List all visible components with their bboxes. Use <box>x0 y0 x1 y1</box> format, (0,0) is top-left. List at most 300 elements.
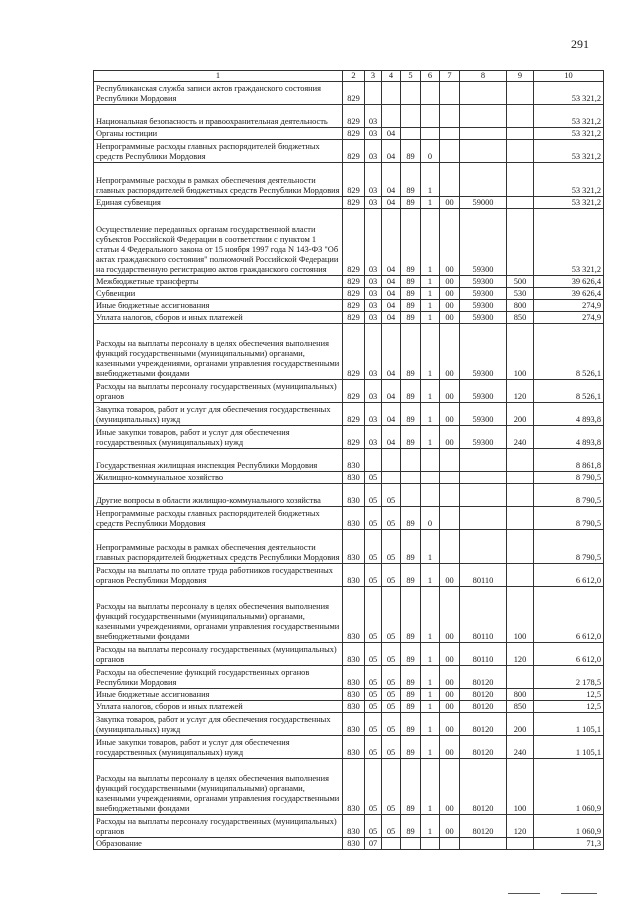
cell-subprogram: 1 <box>421 300 440 312</box>
cell-subsection: 05 <box>382 759 401 815</box>
cell-direction: 00 <box>440 815 460 838</box>
cell-section: 03 <box>365 128 382 140</box>
cell-name: Расходы на выплаты персоналу государственных (муниципальных) органов <box>94 643 343 666</box>
table-row <box>94 643 604 666</box>
cell-expense-code <box>460 140 507 163</box>
cell-program: 89 <box>401 736 421 759</box>
cell-direction: 00 <box>440 300 460 312</box>
cell-subsection: 04 <box>382 312 401 324</box>
cell-program: 89 <box>401 666 421 689</box>
cell-admin-code: 829 <box>343 426 365 449</box>
cell-subprogram: 1 <box>421 815 440 838</box>
cell-subprogram: 1 <box>421 701 440 713</box>
cell-amount: 8 790,5 <box>534 472 604 484</box>
cell-subprogram: 1 <box>421 209 440 276</box>
cell-admin-code: 829 <box>343 403 365 426</box>
table-row <box>94 312 604 324</box>
cell-expense-code: 59300 <box>460 300 507 312</box>
cell-section: 05 <box>365 530 382 564</box>
cell-name: Республиканская служба записи актов гражданского состояния Республики Мордовия <box>94 82 343 105</box>
cell-name: Уплата налогов, сборов и иных платежей <box>94 701 343 713</box>
cell-expense-type <box>507 105 534 128</box>
cell-program <box>401 82 421 105</box>
pen-mark <box>508 893 540 894</box>
cell-subprogram: 0 <box>421 507 440 530</box>
cell-admin-code: 829 <box>343 197 365 209</box>
cell-direction: 00 <box>440 689 460 701</box>
cell-name: Осуществление переданных органам государственной власти субъектов Российской Федерации в соответствии с пунктом 1 статьи 4 Федерального закона от 15 ноября 1997 года N 143-ФЗ "Об актах гражданского состояния" полномочий Российской Федерации на государственную регистрацию актов гражданского состояния <box>94 209 343 276</box>
table-row <box>94 163 604 197</box>
cell-expense-code <box>460 105 507 128</box>
cell-amount: 8 526,1 <box>534 324 604 380</box>
table-row <box>94 426 604 449</box>
cell-admin-code: 829 <box>343 128 365 140</box>
table-row <box>94 701 604 713</box>
cell-admin-code: 829 <box>343 276 365 288</box>
cell-subprogram <box>421 838 440 850</box>
cell-admin-code: 829 <box>343 312 365 324</box>
cell-subsection: 04 <box>382 324 401 380</box>
cell-subprogram: 1 <box>421 666 440 689</box>
page-number: 291 <box>571 37 589 51</box>
cell-admin-code: 830 <box>343 666 365 689</box>
cell-subprogram: 1 <box>421 564 440 587</box>
cell-program <box>401 128 421 140</box>
cell-subprogram <box>421 105 440 128</box>
cell-expense-type: 850 <box>507 312 534 324</box>
table-row <box>94 380 604 403</box>
cell-name: Закупка товаров, работ и услуг для обеспечения государственных (муниципальных) нужд <box>94 403 343 426</box>
cell-amount: 1 105,1 <box>534 713 604 736</box>
cell-name: Субвенции <box>94 288 343 300</box>
column-header: 4 <box>382 71 401 82</box>
cell-program: 89 <box>401 163 421 197</box>
cell-subsection <box>382 449 401 472</box>
cell-expense-code: 80110 <box>460 643 507 666</box>
cell-subsection: 04 <box>382 380 401 403</box>
cell-expense-code <box>460 507 507 530</box>
cell-name: Другие вопросы в области жилищно-коммунального хозяйства <box>94 484 343 507</box>
budget-table <box>93 70 604 850</box>
cell-amount: 4 893,8 <box>534 403 604 426</box>
cell-admin-code: 830 <box>343 587 365 643</box>
table-row <box>94 197 604 209</box>
cell-direction: 00 <box>440 209 460 276</box>
cell-expense-code: 80120 <box>460 713 507 736</box>
cell-expense-code <box>460 838 507 850</box>
cell-subprogram: 1 <box>421 426 440 449</box>
cell-subprogram <box>421 82 440 105</box>
cell-amount: 53 321,2 <box>534 140 604 163</box>
cell-program: 89 <box>401 288 421 300</box>
cell-direction: 00 <box>440 587 460 643</box>
cell-expense-type <box>507 530 534 564</box>
cell-name: Непрограммные расходы в рамках обеспечения деятельности главных распорядителей бюджетных средств Республики Мордовия <box>94 163 343 197</box>
cell-expense-type: 850 <box>507 701 534 713</box>
table-row <box>94 140 604 163</box>
cell-expense-code: 80120 <box>460 759 507 815</box>
cell-amount: 53 321,2 <box>534 82 604 105</box>
cell-subsection <box>382 105 401 128</box>
cell-section: 07 <box>365 838 382 850</box>
column-header: 5 <box>401 71 421 82</box>
cell-admin-code: 829 <box>343 82 365 105</box>
cell-program: 89 <box>401 209 421 276</box>
cell-subsection: 04 <box>382 140 401 163</box>
cell-direction: 00 <box>440 701 460 713</box>
table-row <box>94 587 604 643</box>
table-row <box>94 564 604 587</box>
cell-admin-code: 829 <box>343 380 365 403</box>
cell-expense-type: 120 <box>507 815 534 838</box>
cell-admin-code: 830 <box>343 689 365 701</box>
cell-name: Непрограммные расходы главных распорядителей бюджетных средств Республики Мордовия <box>94 140 343 163</box>
table-row <box>94 507 604 530</box>
cell-admin-code: 830 <box>343 530 365 564</box>
cell-expense-type <box>507 209 534 276</box>
cell-expense-code: 59300 <box>460 276 507 288</box>
cell-section: 03 <box>365 276 382 288</box>
table-row <box>94 472 604 484</box>
cell-amount: 8 790,5 <box>534 507 604 530</box>
cell-name: Расходы на выплаты персоналу в целях обеспечения выполнения функций государственными (муниципальными) органами, казенными учреждениями, органами управления государственными внебюджетными фондами <box>94 324 343 380</box>
cell-amount: 12,5 <box>534 701 604 713</box>
cell-subprogram: 1 <box>421 312 440 324</box>
cell-expense-code: 59300 <box>460 380 507 403</box>
cell-program <box>401 105 421 128</box>
cell-expense-code: 80120 <box>460 815 507 838</box>
cell-expense-code: 59300 <box>460 403 507 426</box>
table-row <box>94 759 604 815</box>
column-header: 8 <box>460 71 507 82</box>
cell-admin-code: 830 <box>343 449 365 472</box>
cell-section: 03 <box>365 105 382 128</box>
cell-expense-code <box>460 449 507 472</box>
cell-program <box>401 484 421 507</box>
cell-section: 03 <box>365 403 382 426</box>
cell-section: 03 <box>365 380 382 403</box>
column-header: 1 <box>94 71 343 82</box>
cell-subsection: 05 <box>382 507 401 530</box>
cell-direction: 00 <box>440 426 460 449</box>
cell-name: Иные бюджетные ассигнования <box>94 689 343 701</box>
cell-direction: 00 <box>440 643 460 666</box>
cell-subsection: 04 <box>382 128 401 140</box>
cell-name: Расходы на выплаты персоналу государственных (муниципальных) органов <box>94 815 343 838</box>
cell-expense-code: 80120 <box>460 689 507 701</box>
cell-direction: 00 <box>440 403 460 426</box>
cell-section: 05 <box>365 666 382 689</box>
table-row <box>94 276 604 288</box>
cell-name: Уплата налогов, сборов и иных платежей <box>94 312 343 324</box>
cell-name: Жилищно-коммунальное хозяйство <box>94 472 343 484</box>
cell-amount: 39 626,4 <box>534 288 604 300</box>
cell-direction <box>440 530 460 564</box>
column-header: 9 <box>507 71 534 82</box>
cell-subprogram <box>421 484 440 507</box>
cell-direction: 00 <box>440 713 460 736</box>
table-row <box>94 838 604 850</box>
cell-direction: 00 <box>440 564 460 587</box>
cell-amount: 53 321,2 <box>534 209 604 276</box>
cell-expense-code <box>460 472 507 484</box>
cell-expense-type <box>507 128 534 140</box>
cell-direction <box>440 507 460 530</box>
cell-subsection: 05 <box>382 666 401 689</box>
cell-amount: 53 321,2 <box>534 105 604 128</box>
cell-subsection: 04 <box>382 276 401 288</box>
cell-admin-code: 829 <box>343 209 365 276</box>
cell-expense-code: 59300 <box>460 312 507 324</box>
cell-expense-code <box>460 163 507 197</box>
table-row <box>94 666 604 689</box>
cell-subprogram <box>421 472 440 484</box>
cell-section: 05 <box>365 643 382 666</box>
cell-amount: 71,3 <box>534 838 604 850</box>
cell-amount: 6 612,0 <box>534 564 604 587</box>
cell-expense-type <box>507 197 534 209</box>
cell-admin-code: 830 <box>343 507 365 530</box>
column-header: 7 <box>440 71 460 82</box>
cell-subprogram: 1 <box>421 163 440 197</box>
table-row <box>94 449 604 472</box>
cell-amount: 6 612,0 <box>534 587 604 643</box>
table-row <box>94 209 604 276</box>
cell-admin-code: 830 <box>343 815 365 838</box>
cell-expense-type <box>507 484 534 507</box>
column-header: 3 <box>365 71 382 82</box>
cell-subprogram: 1 <box>421 276 440 288</box>
table-row <box>94 530 604 564</box>
cell-program: 89 <box>401 426 421 449</box>
cell-section <box>365 449 382 472</box>
table-row <box>94 288 604 300</box>
cell-section: 05 <box>365 484 382 507</box>
cell-subprogram: 1 <box>421 759 440 815</box>
cell-expense-code <box>460 484 507 507</box>
table-row <box>94 484 604 507</box>
cell-name: Межбюджетные трансферты <box>94 276 343 288</box>
cell-amount: 12,5 <box>534 689 604 701</box>
table-row <box>94 82 604 105</box>
cell-expense-type <box>507 838 534 850</box>
cell-subsection: 05 <box>382 484 401 507</box>
cell-admin-code: 830 <box>343 736 365 759</box>
cell-expense-code <box>460 530 507 564</box>
cell-name: Единая субвенция <box>94 197 343 209</box>
cell-name: Национальная безопасность и правоохранительная деятельность <box>94 105 343 128</box>
cell-expense-type <box>507 163 534 197</box>
table-row <box>94 689 604 701</box>
cell-expense-code: 80120 <box>460 736 507 759</box>
cell-amount: 1 060,9 <box>534 815 604 838</box>
cell-section: 05 <box>365 564 382 587</box>
cell-program: 89 <box>401 276 421 288</box>
cell-name: Иные бюджетные ассигнования <box>94 300 343 312</box>
cell-section: 03 <box>365 300 382 312</box>
cell-direction: 00 <box>440 197 460 209</box>
cell-subsection: 05 <box>382 713 401 736</box>
cell-section: 05 <box>365 689 382 701</box>
cell-subsection: 04 <box>382 288 401 300</box>
cell-direction: 00 <box>440 312 460 324</box>
cell-expense-type: 800 <box>507 689 534 701</box>
cell-expense-type: 120 <box>507 643 534 666</box>
cell-subprogram: 1 <box>421 324 440 380</box>
cell-name: Расходы на выплаты персоналу государственных (муниципальных) органов <box>94 380 343 403</box>
cell-admin-code: 829 <box>343 105 365 128</box>
cell-amount: 274,9 <box>534 300 604 312</box>
cell-admin-code: 829 <box>343 140 365 163</box>
cell-program: 89 <box>401 689 421 701</box>
cell-subsection: 05 <box>382 815 401 838</box>
cell-expense-type <box>507 472 534 484</box>
cell-section: 03 <box>365 197 382 209</box>
cell-subprogram: 1 <box>421 403 440 426</box>
cell-section: 05 <box>365 736 382 759</box>
cell-section: 03 <box>365 209 382 276</box>
cell-admin-code: 829 <box>343 288 365 300</box>
cell-direction <box>440 449 460 472</box>
cell-amount: 1 105,1 <box>534 736 604 759</box>
cell-name: Непрограммные расходы в рамках обеспечения деятельности главных распорядителей бюджетных средств Республики Мордовия <box>94 530 343 564</box>
cell-name: Непрограммные расходы главных распорядителей бюджетных средств Республики Мордовия <box>94 507 343 530</box>
table-row <box>94 105 604 128</box>
cell-expense-type <box>507 564 534 587</box>
cell-direction: 00 <box>440 288 460 300</box>
cell-section: 03 <box>365 288 382 300</box>
cell-program: 89 <box>401 312 421 324</box>
cell-program: 89 <box>401 197 421 209</box>
cell-direction: 00 <box>440 324 460 380</box>
cell-subprogram: 1 <box>421 530 440 564</box>
cell-direction <box>440 472 460 484</box>
cell-admin-code: 830 <box>343 838 365 850</box>
cell-expense-type: 200 <box>507 713 534 736</box>
cell-expense-code: 80120 <box>460 666 507 689</box>
cell-subsection: 04 <box>382 209 401 276</box>
cell-expense-code: 59000 <box>460 197 507 209</box>
cell-expense-code: 80110 <box>460 564 507 587</box>
cell-program: 89 <box>401 507 421 530</box>
cell-section: 05 <box>365 472 382 484</box>
cell-expense-code: 59300 <box>460 288 507 300</box>
pen-mark <box>561 893 597 894</box>
cell-admin-code: 830 <box>343 759 365 815</box>
column-header: 10 <box>534 71 604 82</box>
cell-program <box>401 472 421 484</box>
cell-section: 05 <box>365 815 382 838</box>
cell-amount: 2 178,5 <box>534 666 604 689</box>
cell-direction <box>440 140 460 163</box>
cell-direction: 00 <box>440 276 460 288</box>
cell-program: 89 <box>401 403 421 426</box>
cell-subsection: 04 <box>382 163 401 197</box>
cell-amount: 4 893,8 <box>534 426 604 449</box>
cell-program: 89 <box>401 324 421 380</box>
cell-program: 89 <box>401 140 421 163</box>
cell-name: Расходы на выплаты персоналу в целях обеспечения выполнения функций государственными (муниципальными) органами, казенными учреждениями, органами управления государственными внебюджетными фондами <box>94 759 343 815</box>
cell-admin-code: 830 <box>343 484 365 507</box>
cell-program: 89 <box>401 530 421 564</box>
cell-program: 89 <box>401 587 421 643</box>
table-row <box>94 713 604 736</box>
cell-amount: 39 626,4 <box>534 276 604 288</box>
cell-subsection: 05 <box>382 736 401 759</box>
cell-section <box>365 82 382 105</box>
cell-name: Образование <box>94 838 343 850</box>
column-header: 2 <box>343 71 365 82</box>
cell-admin-code: 830 <box>343 472 365 484</box>
cell-amount: 8 790,5 <box>534 484 604 507</box>
cell-admin-code: 830 <box>343 564 365 587</box>
cell-subsection: 04 <box>382 403 401 426</box>
table-row <box>94 815 604 838</box>
cell-program: 89 <box>401 380 421 403</box>
cell-direction <box>440 484 460 507</box>
table-row <box>94 300 604 312</box>
cell-expense-type: 240 <box>507 426 534 449</box>
cell-expense-code: 80120 <box>460 701 507 713</box>
cell-expense-code <box>460 82 507 105</box>
column-header: 6 <box>421 71 440 82</box>
cell-section: 05 <box>365 713 382 736</box>
cell-expense-type: 800 <box>507 300 534 312</box>
cell-subsection: 05 <box>382 701 401 713</box>
cell-program: 89 <box>401 759 421 815</box>
cell-program <box>401 838 421 850</box>
cell-expense-type: 530 <box>507 288 534 300</box>
cell-subprogram: 1 <box>421 197 440 209</box>
cell-name: Органы юстиции <box>94 128 343 140</box>
cell-amount: 53 321,2 <box>534 128 604 140</box>
cell-expense-type <box>507 666 534 689</box>
cell-expense-type: 100 <box>507 759 534 815</box>
cell-subsection: 04 <box>382 197 401 209</box>
cell-amount: 274,9 <box>534 312 604 324</box>
cell-admin-code: 829 <box>343 300 365 312</box>
cell-direction: 00 <box>440 736 460 759</box>
cell-direction <box>440 838 460 850</box>
table-row <box>94 403 604 426</box>
cell-name: Расходы на обеспечение функций государственных органов Республики Мордовия <box>94 666 343 689</box>
cell-name: Иные закупки товаров, работ и услуг для обеспечения государственных (муниципальных) нужд <box>94 736 343 759</box>
cell-expense-type <box>507 449 534 472</box>
cell-subsection: 04 <box>382 300 401 312</box>
cell-subsection <box>382 472 401 484</box>
cell-program <box>401 449 421 472</box>
cell-direction: 00 <box>440 759 460 815</box>
cell-expense-type: 100 <box>507 587 534 643</box>
cell-expense-type: 240 <box>507 736 534 759</box>
cell-subprogram: 1 <box>421 643 440 666</box>
cell-section: 05 <box>365 587 382 643</box>
cell-subprogram <box>421 449 440 472</box>
cell-section: 05 <box>365 759 382 815</box>
cell-section: 05 <box>365 507 382 530</box>
table-row <box>94 736 604 759</box>
cell-subsection <box>382 838 401 850</box>
cell-subprogram: 1 <box>421 713 440 736</box>
cell-amount: 8 861,8 <box>534 449 604 472</box>
cell-amount: 6 612,0 <box>534 643 604 666</box>
cell-expense-type: 100 <box>507 324 534 380</box>
cell-subprogram: 0 <box>421 140 440 163</box>
cell-program: 89 <box>401 713 421 736</box>
cell-subsection: 05 <box>382 587 401 643</box>
cell-expense-type <box>507 507 534 530</box>
cell-program: 89 <box>401 643 421 666</box>
